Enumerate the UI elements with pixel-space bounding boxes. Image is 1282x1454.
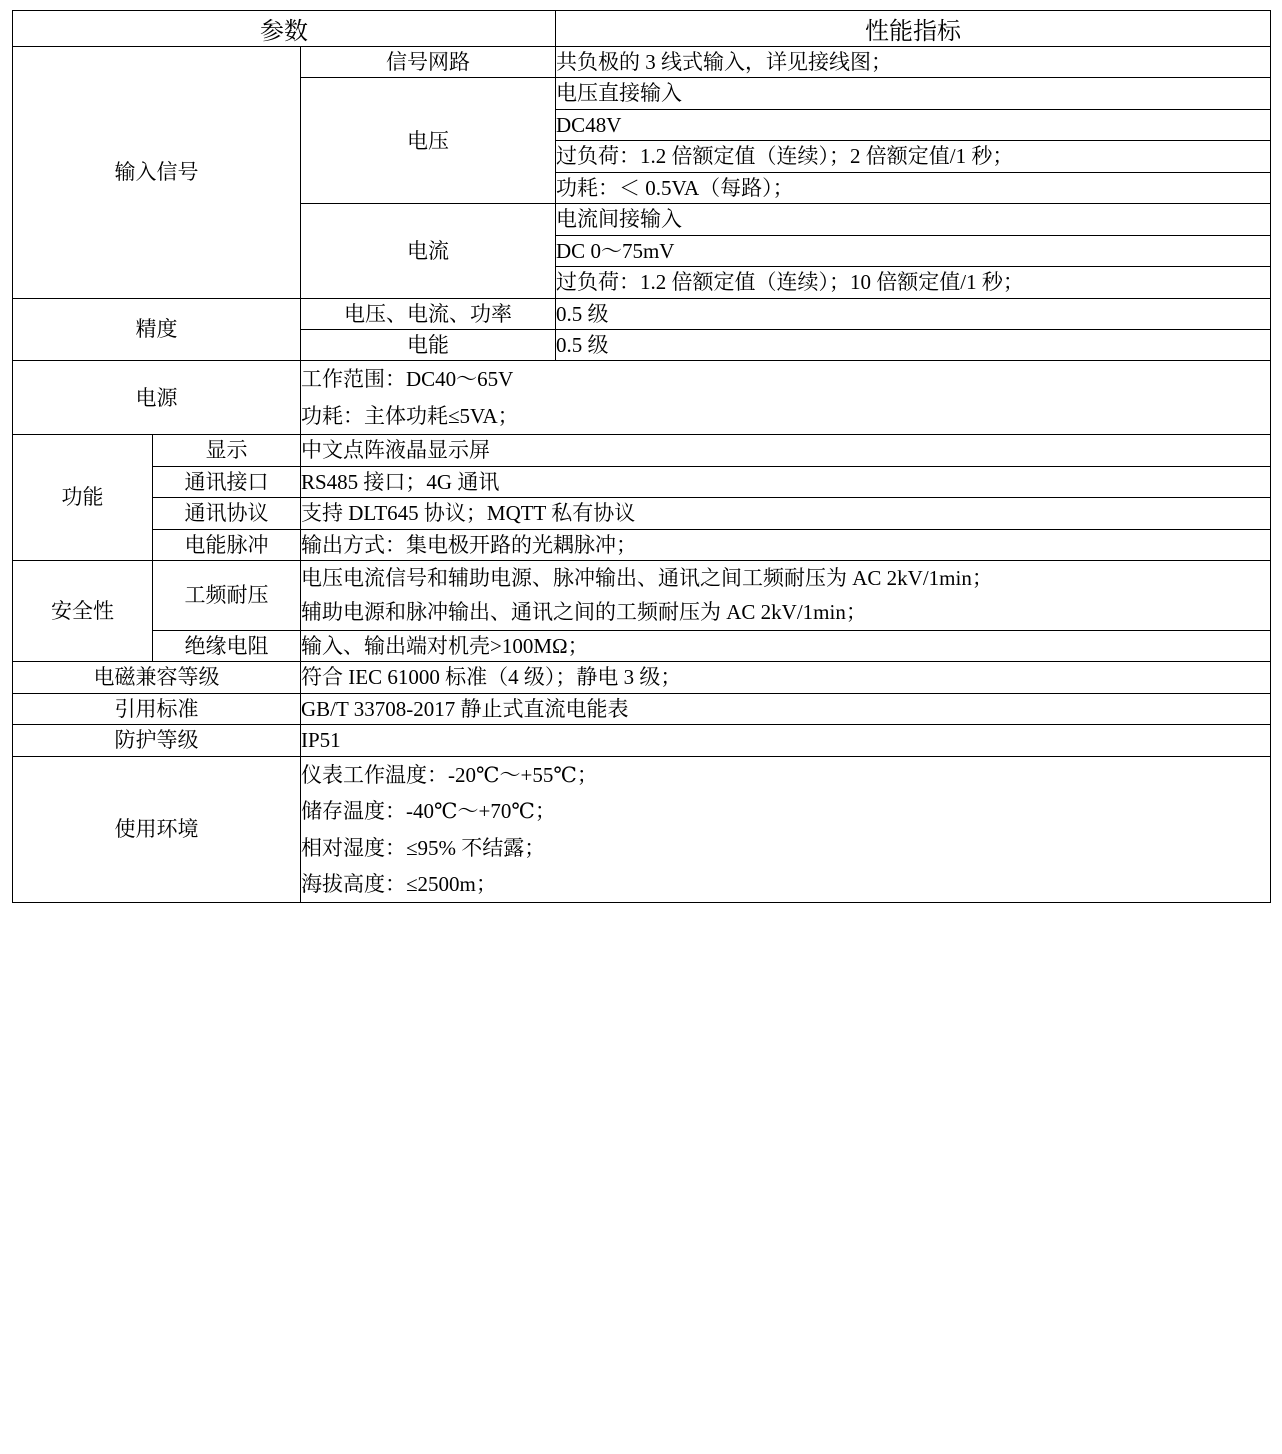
row-label-function: 功能 [13,435,153,561]
value-function-4: 输出方式：集电极开路的光耦脉冲； [301,529,1271,560]
value-accuracy-2: 0.5 级 [556,329,1271,360]
table-row [13,662,1271,693]
sub-label-function-3: 通讯协议 [153,498,301,529]
table-row [13,529,1271,560]
value-current-3: 过负荷：1.2 倍额定值（连续）；10 倍额定值/1 秒； [556,267,1271,298]
table-row [13,47,1271,78]
table-row [13,725,1271,756]
sub-label-voltage: 电压 [301,78,556,204]
row-label-environment: 使用环境 [13,756,301,903]
table-row [13,561,1271,631]
table-row [13,498,1271,529]
header-param: 参数 [13,11,556,47]
value-environment-2: 储存温度：-40℃～+70℃； [301,799,556,824]
value-function-3: 支持 DLT645 协议；MQTT 私有协议 [301,498,1271,529]
row-label-input-signal: 输入信号 [13,47,301,299]
row-label-accuracy: 精度 [13,298,301,361]
header-spec: 性能指标 [556,11,1271,47]
value-environment-1: 仪表工作温度：-20℃～+55℃； [301,762,598,787]
value-voltage-3: 过负荷：1.2 倍额定值（连续）；2 倍额定值/1 秒； [556,141,1271,172]
sub-label-current: 电流 [301,204,556,298]
row-label-safety: 安全性 [13,561,153,662]
value-power-2: 功耗：主体功耗≤5VA； [301,403,519,428]
value-voltage-2: DC48V [556,109,1271,140]
value-environment-3: 相对湿度：≤95% 不结露； [301,835,546,860]
table-row [13,298,1271,329]
value-emc: 符合 IEC 61000 标准（4 级）；静电 3 级； [301,662,1271,693]
value-accuracy-1: 0.5 级 [556,298,1271,329]
value-function-1: 中文点阵液晶显示屏 [301,435,1271,466]
table-row [13,435,1271,466]
sub-label-function-4: 电能脉冲 [153,529,301,560]
value-current-1: 电流间接输入 [556,204,1271,235]
table-row [13,466,1271,497]
table-header-row [13,11,1271,47]
value-power-1: 工作范围：DC40～65V [301,367,514,392]
value-standard: GB/T 33708-2017 静止式直流电能表 [301,693,1271,724]
value-signal-network: 共负极的 3 线式输入，详见接线图； [556,47,1271,78]
row-label-emc: 电磁兼容等级 [13,662,301,693]
value-power [301,361,1271,435]
row-label-power: 电源 [13,361,301,435]
value-environment-4: 海拔高度：≤2500m； [301,871,497,896]
sub-label-function-1: 显示 [153,435,301,466]
value-function-2: RS485 接口；4G 通讯 [301,466,1271,497]
value-protection: IP51 [301,725,1271,756]
table-row [13,630,1271,661]
value-withstand-voltage-1: 电压电流信号和辅助电源、脉冲输出、通讯之间工频耐压为 AC 2kV/1min； [301,566,993,590]
sub-label-insulation-resistance: 绝缘电阻 [153,630,301,661]
sub-label-signal-network: 信号网路 [301,47,556,78]
table-row [13,756,1271,903]
sub-label-function-2: 通讯接口 [153,466,301,497]
row-label-protection: 防护等级 [13,725,301,756]
specification-table [12,10,1271,903]
value-withstand-voltage-2: 辅助电源和脉冲输出、通讯之间的工频耐压为 AC 2kV/1min； [301,600,867,625]
value-withstand-voltage [301,561,1271,631]
table-row [13,693,1271,724]
value-environment [301,756,1271,903]
sub-label-accuracy-1: 电压、电流、功率 [301,298,556,329]
value-voltage-1: 电压直接输入 [556,78,1271,109]
sub-label-accuracy-2: 电能 [301,329,556,360]
sub-label-withstand-voltage: 工频耐压 [153,561,301,631]
value-current-2: DC 0～75mV [556,235,1271,266]
row-label-standard: 引用标准 [13,693,301,724]
table-row [13,361,1271,435]
value-voltage-4: 功耗：＜ 0.5VA（每路）； [556,172,1271,203]
value-insulation-resistance: 输入、输出端对机壳>100MΩ； [301,630,1271,661]
